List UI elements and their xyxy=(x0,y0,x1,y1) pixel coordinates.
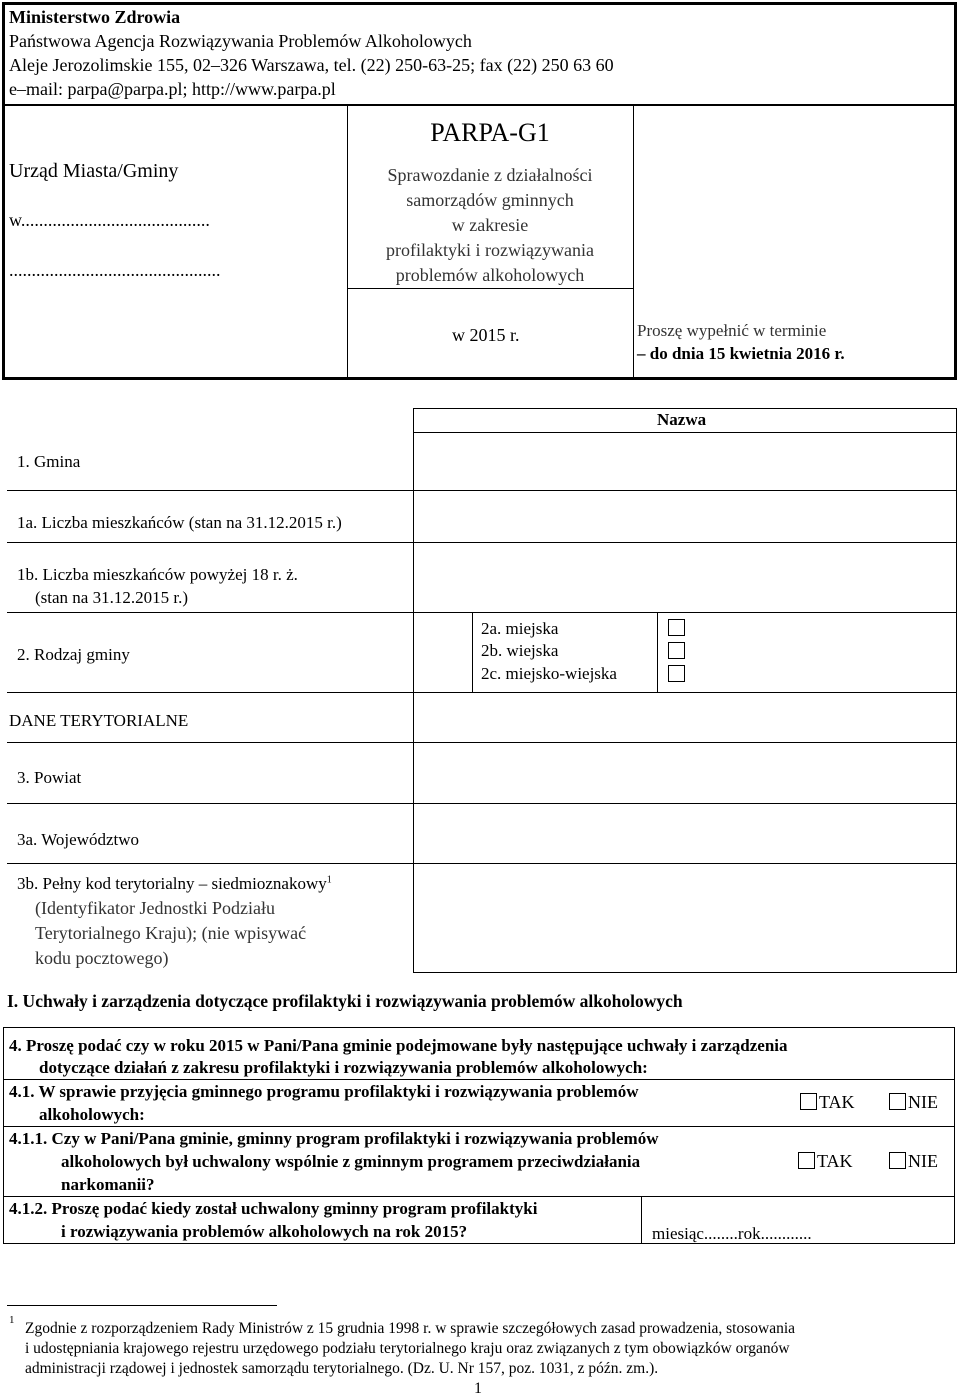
gmina-type-a: 2a. miejska xyxy=(481,619,559,638)
agency-name: Państwowa Agencja Rozwiązywania Problemów Alkoholowych xyxy=(9,31,472,51)
teryt-label-2: (Identyfikator Jednostki Podziału xyxy=(35,898,275,918)
row-line-3 xyxy=(7,612,957,613)
row-line-4 xyxy=(7,692,957,693)
report-year: w 2015 r. xyxy=(452,325,520,345)
territorial-heading: DANE TERYTORIALNE xyxy=(9,711,189,730)
table-top xyxy=(413,408,957,409)
type-col-line-2 xyxy=(657,612,658,692)
teryt-text: 3b. Pełny kod terytorialny – siedmioznakowy xyxy=(17,874,327,893)
footnote-number: 1 xyxy=(9,1314,15,1326)
q411-checkbox-nie[interactable] xyxy=(889,1152,906,1169)
table-vline-right xyxy=(956,408,957,973)
residents-label xyxy=(17,513,342,533)
q41-checkbox-nie[interactable] xyxy=(889,1093,906,1110)
q411-line-2: alkoholowych był uchwalony wspólnie z gminnym programem przeciwdziałania xyxy=(61,1152,641,1171)
form-desc-4: profilaktyki i rozwiązywania xyxy=(386,240,594,260)
deadline-label: Proszę wypełnić w terminie xyxy=(637,321,827,340)
ministry-name: Ministerstwo Zdrowia xyxy=(9,7,181,27)
page-number: 1 xyxy=(474,1380,482,1397)
office-label: Urząd Miasta/Gminy xyxy=(9,160,179,182)
row-line-2 xyxy=(7,542,957,543)
checkbox-miejska[interactable] xyxy=(668,619,685,636)
powiat-label: 3. Powiat xyxy=(17,768,82,787)
gmina-type-label: 2. Rodzaj gminy xyxy=(17,645,130,664)
teryt-footnote-ref: 1 xyxy=(326,874,332,886)
checkbox-wiejska[interactable] xyxy=(668,642,685,659)
wojewodztwo-label: 3a. Województwo xyxy=(17,830,140,849)
header-divider xyxy=(2,104,957,106)
form-code: PARPA-G1 xyxy=(430,118,550,147)
q411-tak-label: TAK xyxy=(817,1151,853,1171)
row-line-0 xyxy=(413,432,957,433)
adult-residents-label-2: (stan na 31.12.2015 r.) xyxy=(35,588,188,607)
teryt-label-4: kodu pocztowego) xyxy=(35,948,169,968)
q41-divider xyxy=(3,1126,955,1127)
q41-nie-label: NIE xyxy=(908,1092,938,1112)
row-line-8 xyxy=(413,972,957,973)
footnote-line-3: administracji rządowej i jednostek samorządu terytorialnego. (Dz. U. Nr 157, poz. 1031, z późn. zm.). xyxy=(25,1360,659,1377)
form-desc-2: samorządów gminnych xyxy=(406,190,574,210)
agency-address: Aleje Jerozolimskie 155, 02–326 Warszawa, tel. (22) 250-63-25; fax (22) 250 63 60 xyxy=(9,55,614,75)
section-1-title: I. Uchwały i zarządzenia dotyczące profilaktyki i rozwiązywania problemów alkoholowych xyxy=(7,991,683,1011)
adult-residents-label-1: 1b. Liczba mieszkańców powyżej 18 r. ż. xyxy=(17,565,298,584)
gmina-type-b: 2b. wiejska xyxy=(481,641,559,660)
footnote-line-2: i udostępniania krajowego rejestru urzędowego podziału terytorialnego kraju oraz związanych z tym obowiązków organów xyxy=(25,1340,790,1357)
q41-tak-label: TAK xyxy=(819,1092,855,1112)
teryt-label-3: Terytorialnego Kraju); (nie wpisywać xyxy=(35,923,307,943)
row-line-6 xyxy=(7,803,957,804)
q411-nie-label: NIE xyxy=(908,1151,938,1171)
teryt-label-1 xyxy=(17,874,332,894)
row-line-1 xyxy=(7,490,957,491)
type-col-line-1 xyxy=(472,612,473,692)
row-line-7 xyxy=(7,863,957,864)
q4-divider xyxy=(3,1079,955,1080)
q411-divider xyxy=(3,1196,955,1197)
form-desc-3: w zakresie xyxy=(451,215,529,235)
q412-date-field[interactable]: miesiąc........rok............ xyxy=(652,1224,812,1243)
q41-line-1: 4.1. W sprawie przyjęcia gminnego programu profilaktyki i rozwiązywania problemów xyxy=(9,1082,639,1101)
q412-line-2: i rozwiązywania problemów alkoholowych na rok 2015? xyxy=(61,1222,468,1241)
q4-line-2: dotyczące działań z zakresu profilaktyki i rozwiązywania problemów alkoholowych: xyxy=(39,1058,648,1077)
table-vline-mid xyxy=(413,408,414,973)
q4-line-1: 4. Proszę podać czy w roku 2015 w Pani/Pana gminie podejmowane były następujące uchwały i zarządzenia xyxy=(9,1036,788,1055)
row-line-5 xyxy=(7,742,957,743)
q41-checkbox-tak[interactable] xyxy=(800,1093,817,1110)
form-desc-1: Sprawozdanie z działalności xyxy=(387,165,593,185)
q412-col-line xyxy=(641,1196,642,1244)
residents-text: 1a. Liczba mieszkańców (stan na 31.12.2015 r.) xyxy=(17,513,342,532)
office-line-1: w.......................................... xyxy=(9,210,210,230)
q411-line-1: 4.1.1. Czy w Pani/Pana gminie, gminny program profilaktyki i rozwiązywania problemów xyxy=(9,1129,659,1148)
header-subdivider xyxy=(347,288,633,289)
checkbox-miejsko-wiejska[interactable] xyxy=(668,665,685,682)
q411-checkbox-tak[interactable] xyxy=(798,1152,815,1169)
footnote-rule xyxy=(7,1305,277,1306)
form-desc-5: problemów alkoholowych xyxy=(395,265,585,285)
gmina-label: 1. Gmina xyxy=(17,452,81,471)
gmina-type-c: 2c. miejsko-wiejska xyxy=(481,664,617,683)
header-col-right xyxy=(633,104,634,380)
q411-line-3: narkomanii? xyxy=(61,1175,155,1194)
q41-line-2: alkoholowych: xyxy=(39,1105,145,1124)
q412-line-1: 4.1.2. Proszę podać kiedy został uchwalony gminny program profilaktyki xyxy=(9,1199,538,1218)
office-line-2: ............................................... xyxy=(9,260,221,280)
nazwa-header: Nazwa xyxy=(657,410,707,429)
agency-contact: e–mail: parpa@parpa.pl; http://www.parpa.pl xyxy=(9,79,336,99)
deadline-date: – do dnia 15 kwietnia 2016 r. xyxy=(637,344,845,363)
footnote-line-1: Zgodnie z rozporządzeniem Rady Ministrów z 15 grudnia 1998 r. w sprawie szczegółowych zasad prowadzenia, stosowania xyxy=(25,1320,796,1337)
